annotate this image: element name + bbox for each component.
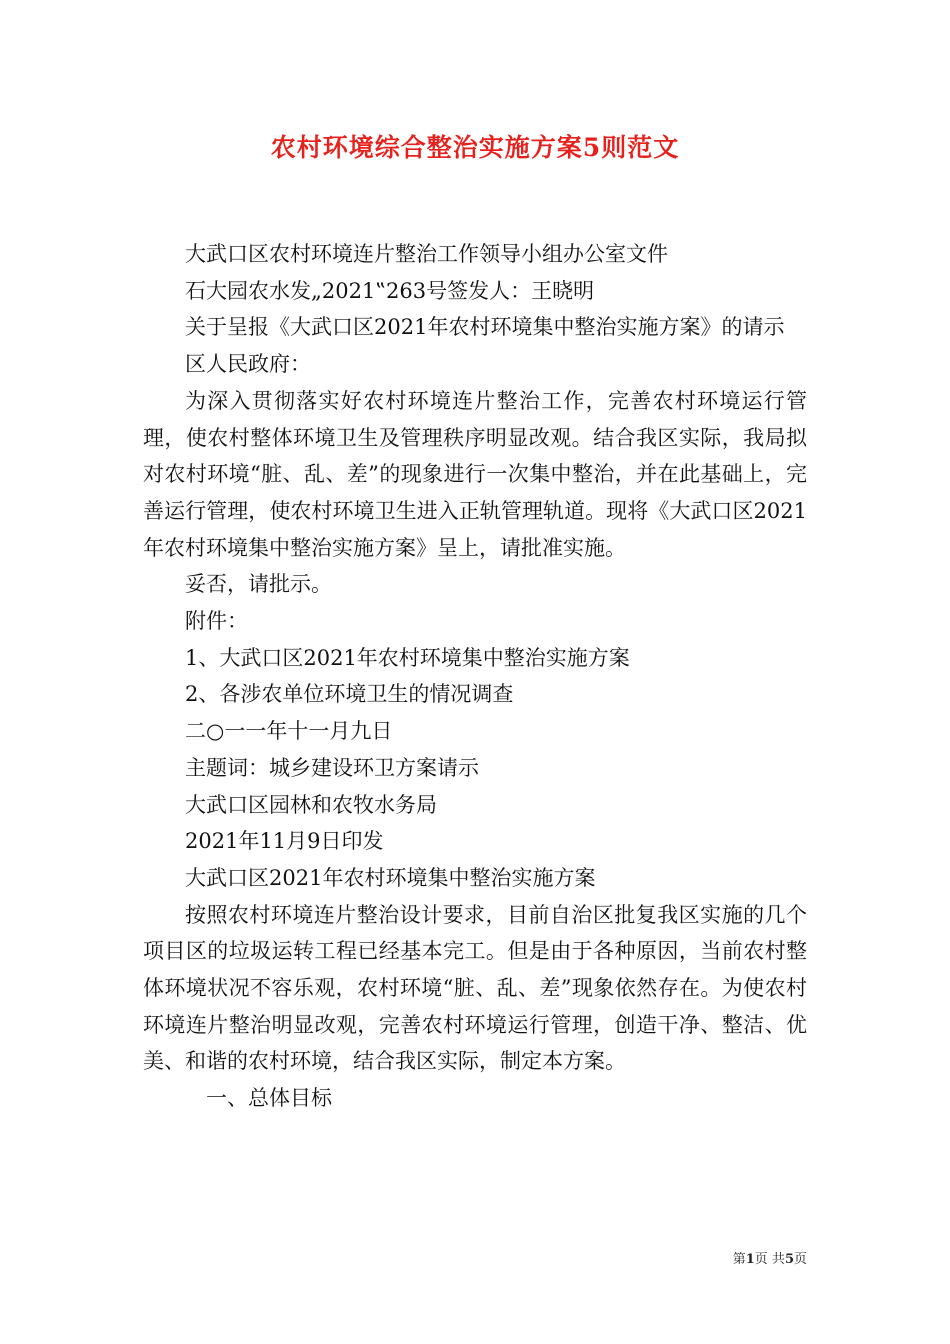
attachments-label: 附件： [185, 609, 248, 634]
issuing-bureau: 大武口区园林和农牧水务局 [185, 792, 437, 817]
request-subject: 关于呈报《大武口区2021年农村环境集中整治实施方案》的请示 [185, 315, 785, 340]
addressee: 区人民政府： [185, 352, 311, 377]
plan-heading: 大武口区2021年农村环境集中整治实施方案 [185, 865, 596, 890]
document-body [143, 236, 807, 1117]
issuing-office: 大武口区农村环境连片整治工作领导小组办公室文件 [185, 242, 668, 266]
body-paragraph: 按照农村环境连片整治设计要求，目前自治区批复我区实施的几个项目区的垃圾运转工程已经基本完工。但是由于各种原因，当前农村整体环境状况不容乐观，农村环境“脏、乱、差”现象依然存在。为使农村环境连片整治明显改观，完善农村环境运行管理，创造干净、整洁、优美、和谐的农村环境，结合我区实际，制定本方案。 [143, 902, 807, 1074]
section-heading: 一、总体目标 [206, 1086, 332, 1111]
document-number: 石大园农水发„2021‟263号签发人：王晓明 [185, 278, 595, 303]
total-pages: 5 [784, 1252, 794, 1267]
body-paragraph: 为深入贯彻落实好农村环境连片整治工作，完善农村环境运行管理，使农村整体环境卫生及管理秩序明显改观。结合我区实际，我局拟对农村环境“脏、乱、差”的现象进行一次集中整治，并在此基础上，完善运行管理，使农村环境卫生进入正轨管理轨道。现将《大武口区2021年农村环境集中整治实施方案》呈上，请批准实施。 [143, 388, 807, 560]
page-prefix: 第 [732, 1252, 746, 1267]
document-date: 二○一一年十一月九日 [185, 719, 393, 744]
document-title: 农村环境综合整治实施方案5则范文 [270, 133, 680, 162]
subject-keywords: 主题词：城乡建设环卫方案请示 [185, 755, 479, 780]
page-number [733, 1248, 807, 1267]
page-middle: 页 共 [754, 1252, 785, 1267]
attachment-item: 1、大武口区2021年农村环境集中整治实施方案 [185, 645, 630, 670]
page-suffix: 页 [793, 1252, 807, 1267]
print-date: 2021年11月9日印发 [185, 829, 384, 854]
current-page: 1 [745, 1252, 755, 1267]
approval-request: 妥否，请批示。 [185, 572, 332, 597]
attachment-item: 2、各涉农单位环境卫生的情况调查 [185, 682, 514, 707]
